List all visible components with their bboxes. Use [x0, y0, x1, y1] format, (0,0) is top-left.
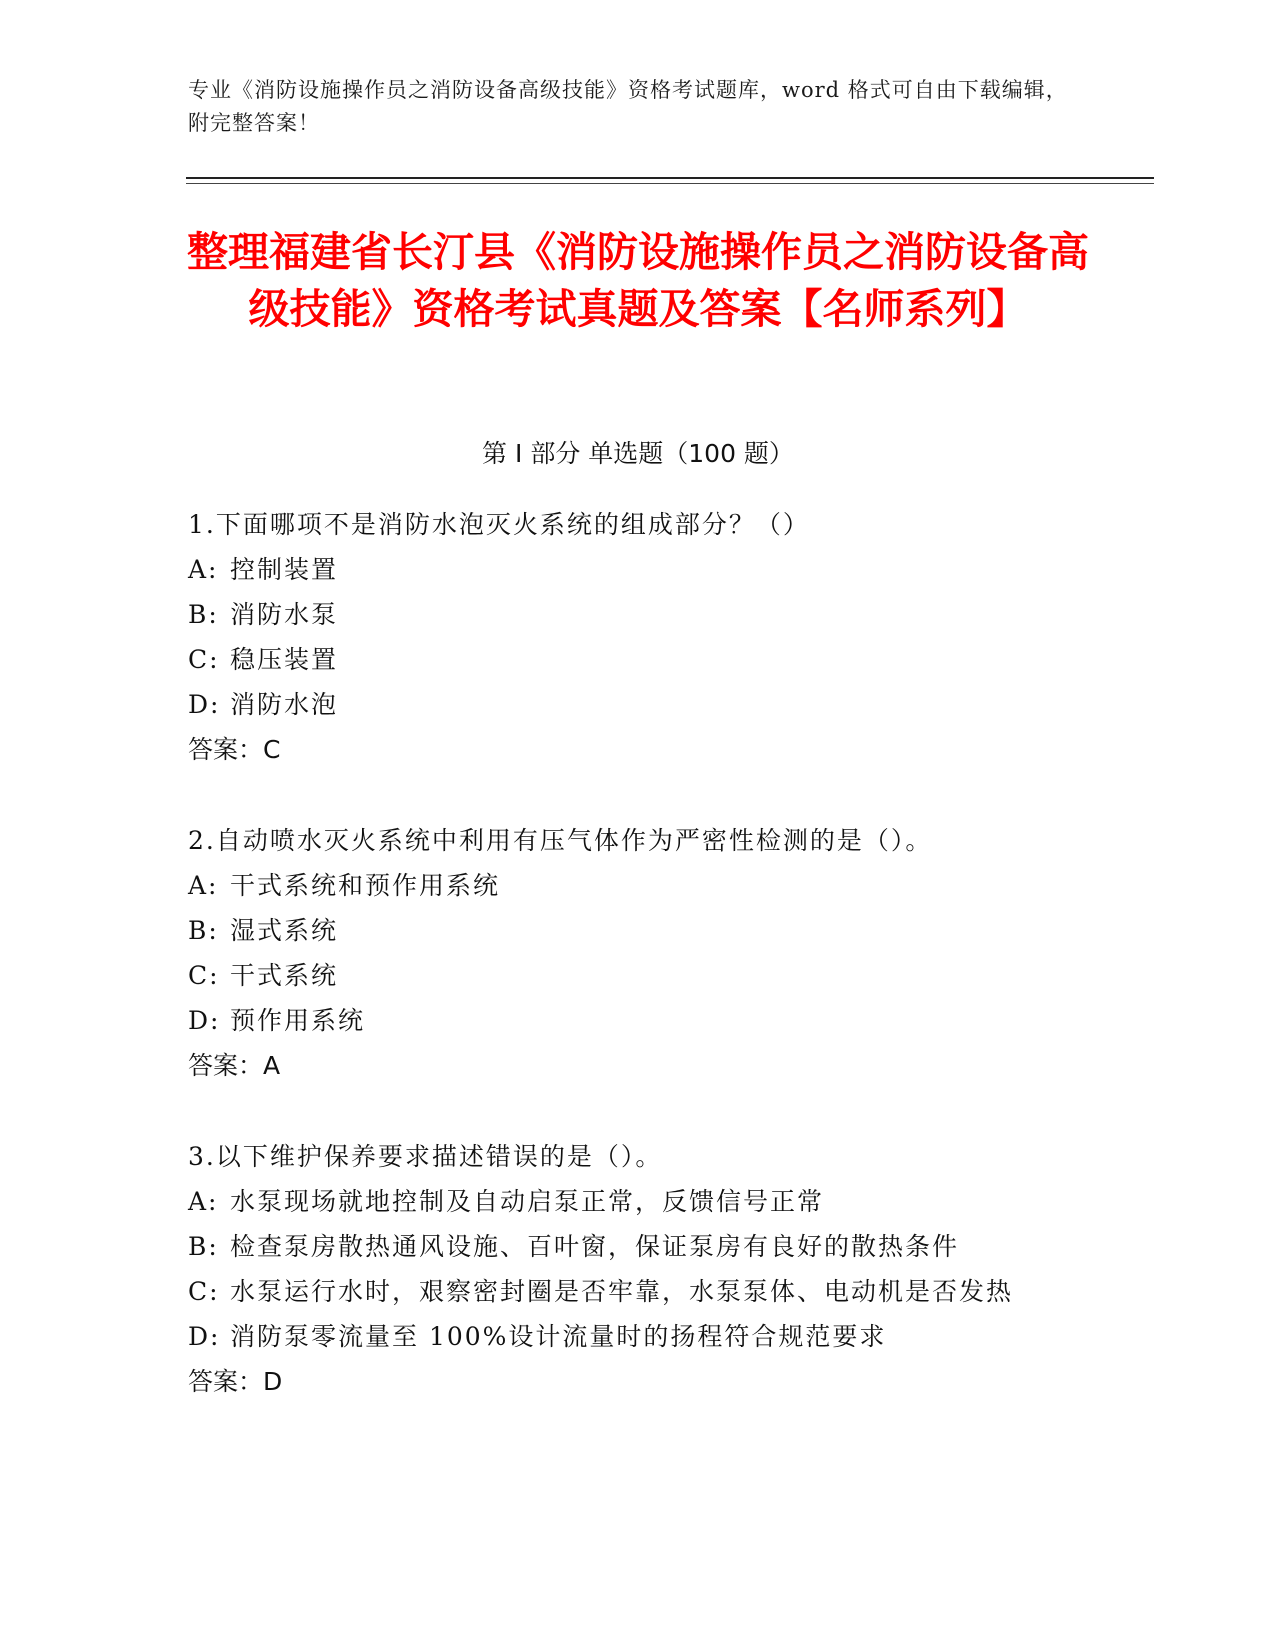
option-letter: C: [188, 961, 220, 990]
question-1 [188, 502, 1088, 772]
option-c [188, 953, 1088, 998]
header-rule-thin [186, 183, 1154, 184]
question-stem: 3.以下维护保养要求描述错误的是（）。 [188, 1142, 663, 1171]
option-b [188, 908, 1088, 953]
option-letter: B: [188, 916, 219, 945]
option-text: 消防泵零流量至 100%设计流量时的扬程符合规范要求 [230, 1322, 887, 1351]
option-d [188, 682, 1088, 727]
question-3 [188, 1134, 1088, 1404]
option-letter: C: [188, 1277, 220, 1306]
option-text: 干式系统 [230, 961, 339, 990]
option-text: 控制装置 [230, 555, 339, 584]
option-letter: A: [188, 555, 219, 584]
option-a [188, 1179, 1088, 1224]
option-text: 干式系统和预作用系统 [230, 871, 501, 900]
option-b [188, 592, 1088, 637]
option-letter: C: [188, 645, 220, 674]
option-letter: A: [188, 871, 219, 900]
option-b [188, 1224, 1088, 1269]
answer-line: 答案：D [188, 1367, 283, 1396]
option-text: 稳压装置 [230, 645, 339, 674]
option-d [188, 998, 1088, 1043]
option-text: 消防水泵 [230, 600, 339, 629]
option-letter: D: [188, 1006, 221, 1035]
question-stem: 1.下面哪项不是消防水泡灭火系统的组成部分？（） [188, 510, 810, 539]
option-a [188, 863, 1088, 908]
question-2 [188, 818, 1088, 1088]
option-letter: B: [188, 1232, 219, 1261]
option-text: 水泵运行水时，艰察密封圈是否牢靠，水泵泵体、电动机是否发热 [230, 1277, 1014, 1306]
option-letter: A: [188, 1187, 219, 1216]
header-note: 专业《消防设施操作员之消防设备高级技能》资格考试题库，word 格式可自由下载编辑，附完整答案！ [188, 78, 1068, 135]
option-text: 预作用系统 [230, 1006, 366, 1035]
document-title: 整理福建省长汀县《消防设施操作员之消防设备高级技能》资格考试真题及答案【名师系列】 [187, 228, 1089, 333]
answer-line: 答案：A [188, 1051, 281, 1080]
option-text: 湿式系统 [230, 916, 339, 945]
option-c [188, 637, 1088, 682]
question-stem: 2.自动喷水灭火系统中利用有压气体作为严密性检测的是（）。 [188, 826, 933, 855]
header-rule-thick [186, 177, 1154, 179]
option-letter: D: [188, 690, 221, 719]
option-a [188, 547, 1088, 592]
answer-line: 答案：C [188, 735, 281, 764]
section-heading: 第 I 部分 单选题（100 题） [482, 439, 794, 468]
option-c [188, 1269, 1088, 1314]
option-text: 水泵现场就地控制及自动启泵正常，反馈信号正常 [230, 1187, 825, 1216]
option-text: 检查泵房散热通风设施、百叶窗，保证泵房有良好的散热条件 [230, 1232, 960, 1261]
option-letter: B: [188, 600, 219, 629]
option-text: 消防水泡 [230, 690, 339, 719]
option-d [188, 1314, 1088, 1359]
option-letter: D: [188, 1322, 221, 1351]
